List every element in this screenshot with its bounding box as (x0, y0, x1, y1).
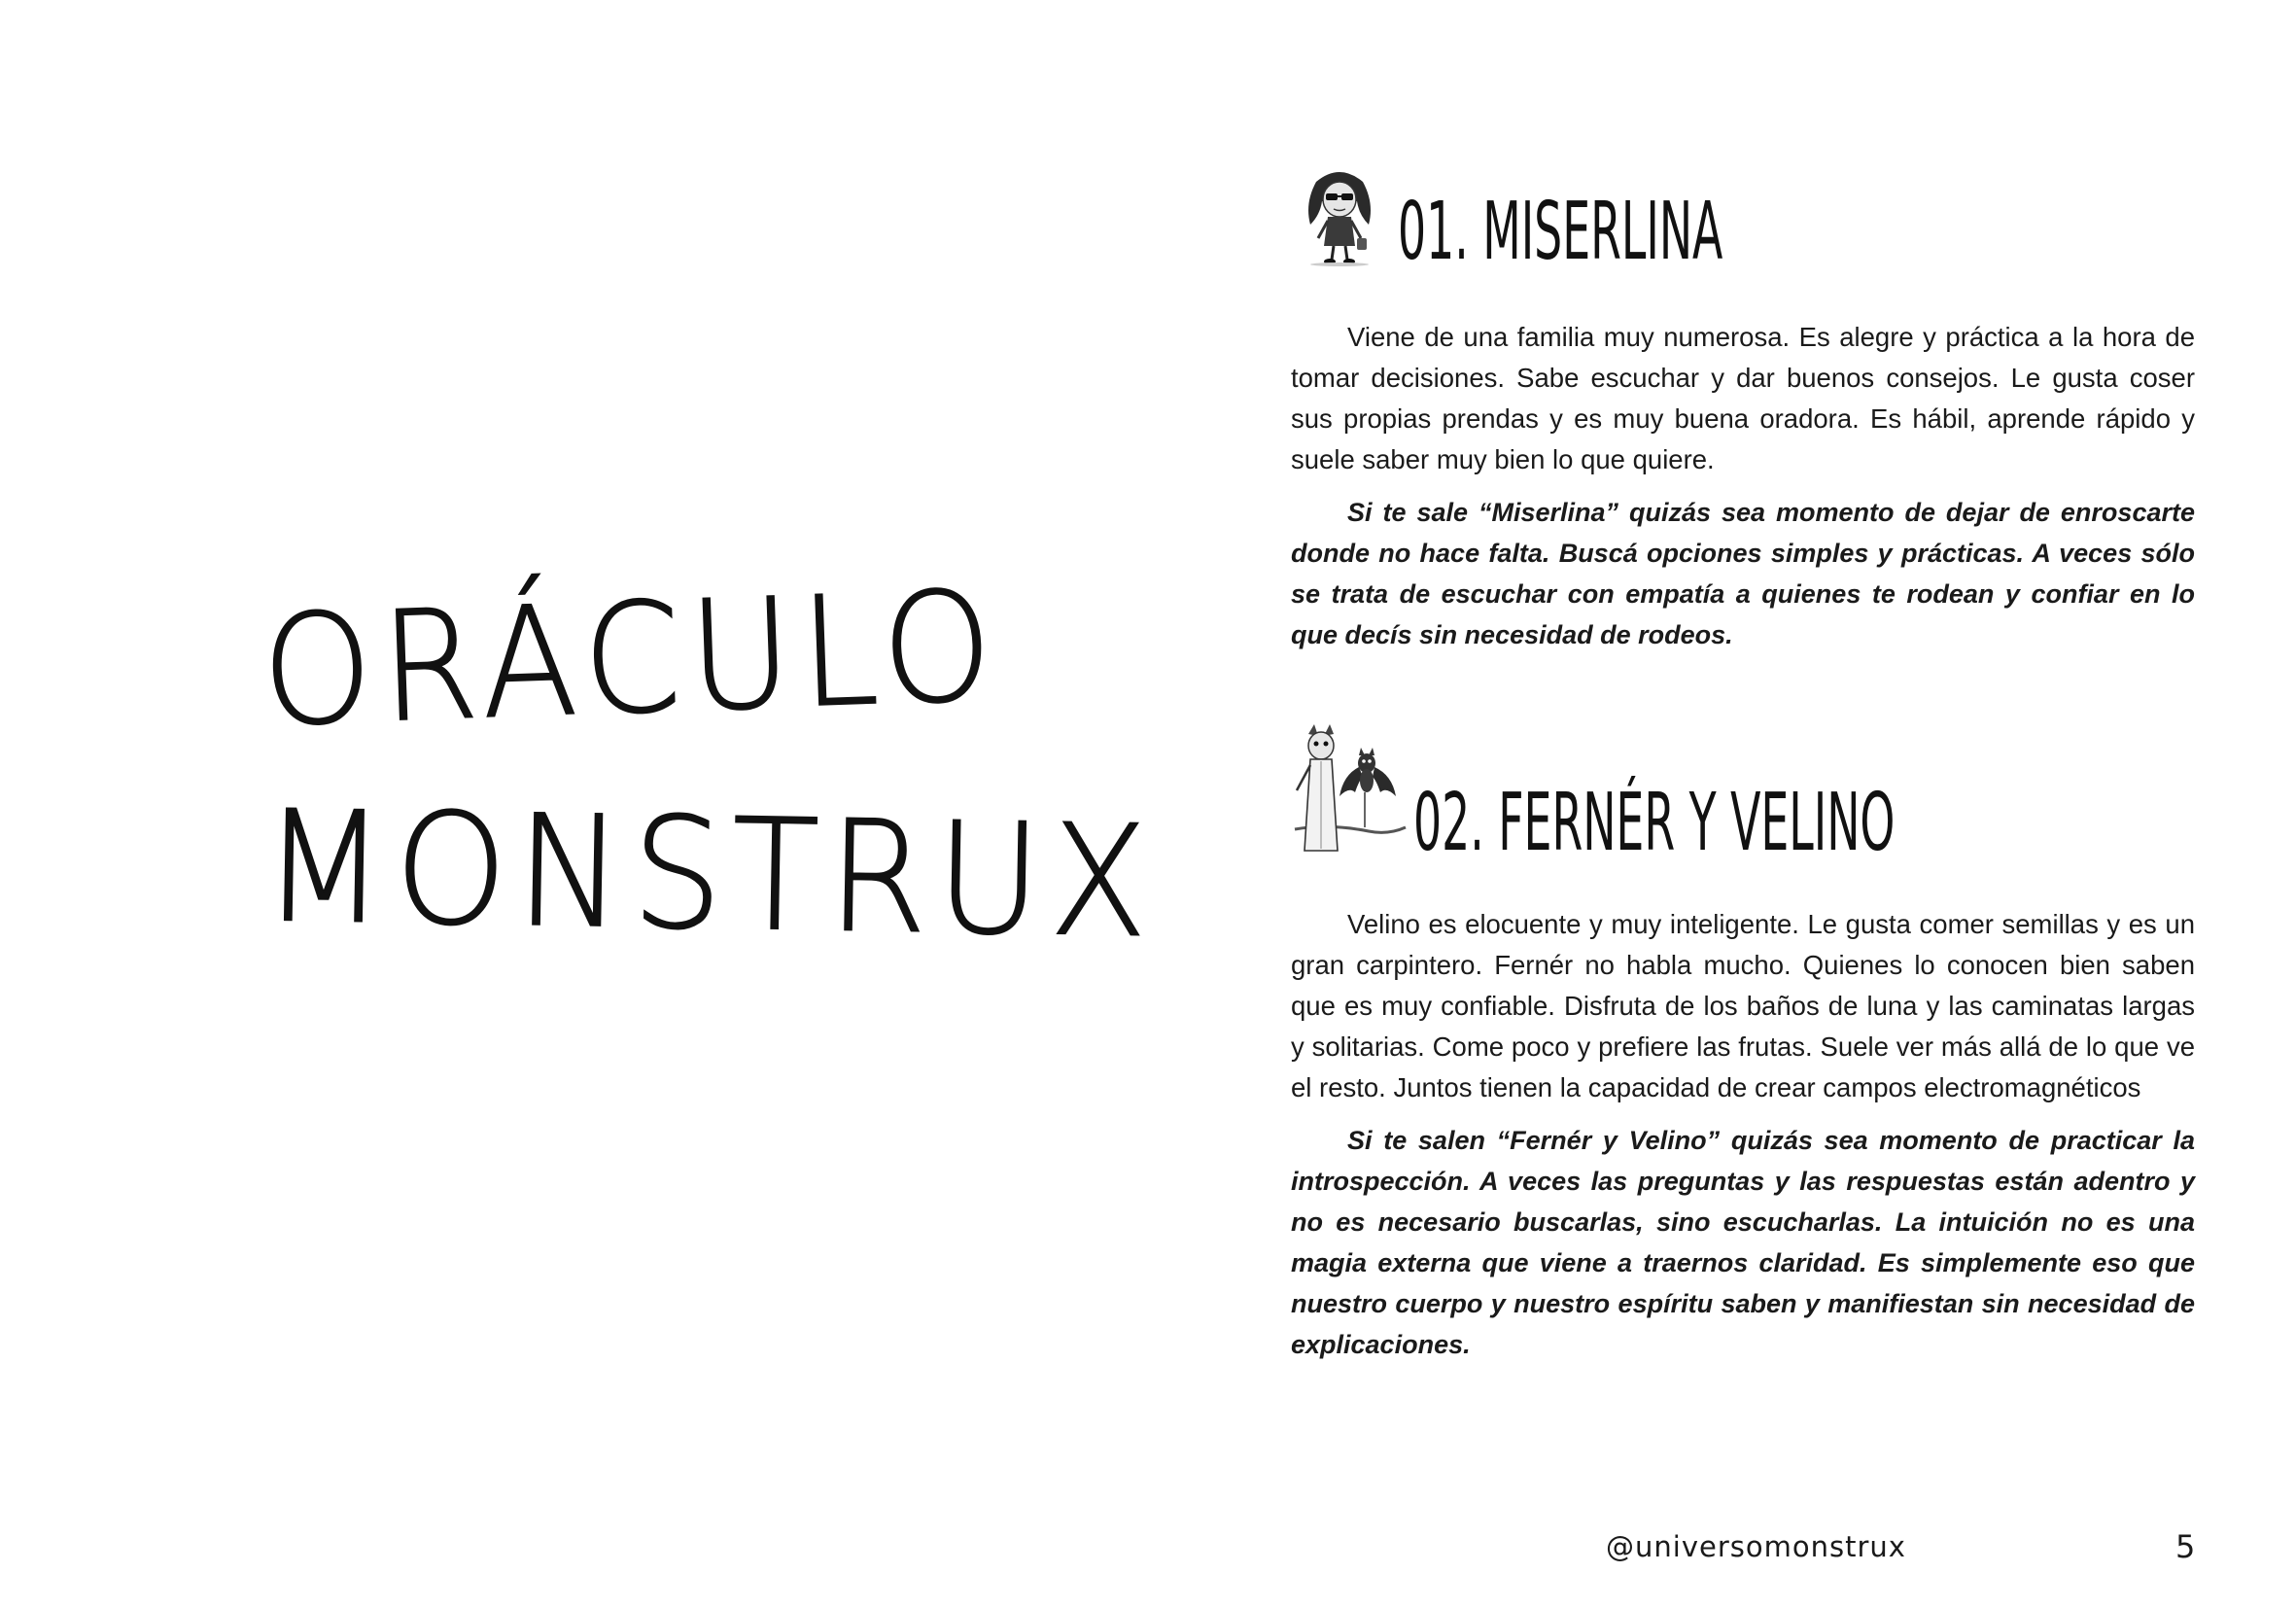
ferner-y-velino-figure-icon (1291, 722, 1409, 863)
entry-heading-ferner-y-velino (1291, 727, 2195, 869)
social-handle: @universomonstrux (1606, 1530, 1906, 1563)
entry-heading-miserlina (1291, 165, 2195, 278)
entry-title: 01. MISERLINA (1398, 186, 1723, 278)
book-title (259, 557, 1159, 1011)
entry-advice: Si te salen “Fernér y Velino” quizás sea momento de practicar la introspección. A veces las preguntas y las respuestas están adentro y no es necesario buscarlas, sino escucharlas. La intuición no es una magia externa que viene a traernos claridad. Es simplemente eso que nuestro cuerpo y nuestro espíritu saben y manifiestan sin necesidad de explicaciones. (1291, 1126, 2195, 1359)
entry-advice: Si te sale “Miserlina” quizás sea momento de dejar de enroscarte donde no hace falta. Buscá opciones simples y prácticas. A veces sólo se trata de escuchar con empatía a quienes te rodean y confiar en lo que decís sin necesidad de rodeos. (1291, 498, 2195, 649)
entry-description: Viene de una familia muy numerosa. Es alegre y práctica a la hora de tomar decisiones. Sabe escuchar y dar buenos consejos. Le gusta coser sus propias prendas y es muy buena oradora. Es hábil, aprende rápido y suele saber muy bien lo que quiere. (1291, 322, 2195, 474)
entry-description: Velino es elocuente y muy inteligente. Le gusta comer semillas y es un gran carpintero. Fernér no habla mucho. Quienes lo conocen bien saben que es muy confiable. Disfruta de los baños de luna y las caminatas largas y solitarias. Come poco y prefiere las frutas. Suele ver más allá de lo que ve el resto. Juntos tienen la capacidad de crear campos electromagnéticos (1291, 909, 2195, 1102)
entry-title: 02. FERNÉR Y VELINO (1413, 777, 1896, 869)
title-line-oraculo: ORÁCULO (259, 557, 1004, 760)
miserlina-figure-icon (1291, 164, 1388, 272)
oracle-entries (1291, 165, 2195, 1365)
title-line-monstrux: MONSTRUX (261, 778, 1159, 973)
page-number: 5 (2175, 1528, 2196, 1565)
